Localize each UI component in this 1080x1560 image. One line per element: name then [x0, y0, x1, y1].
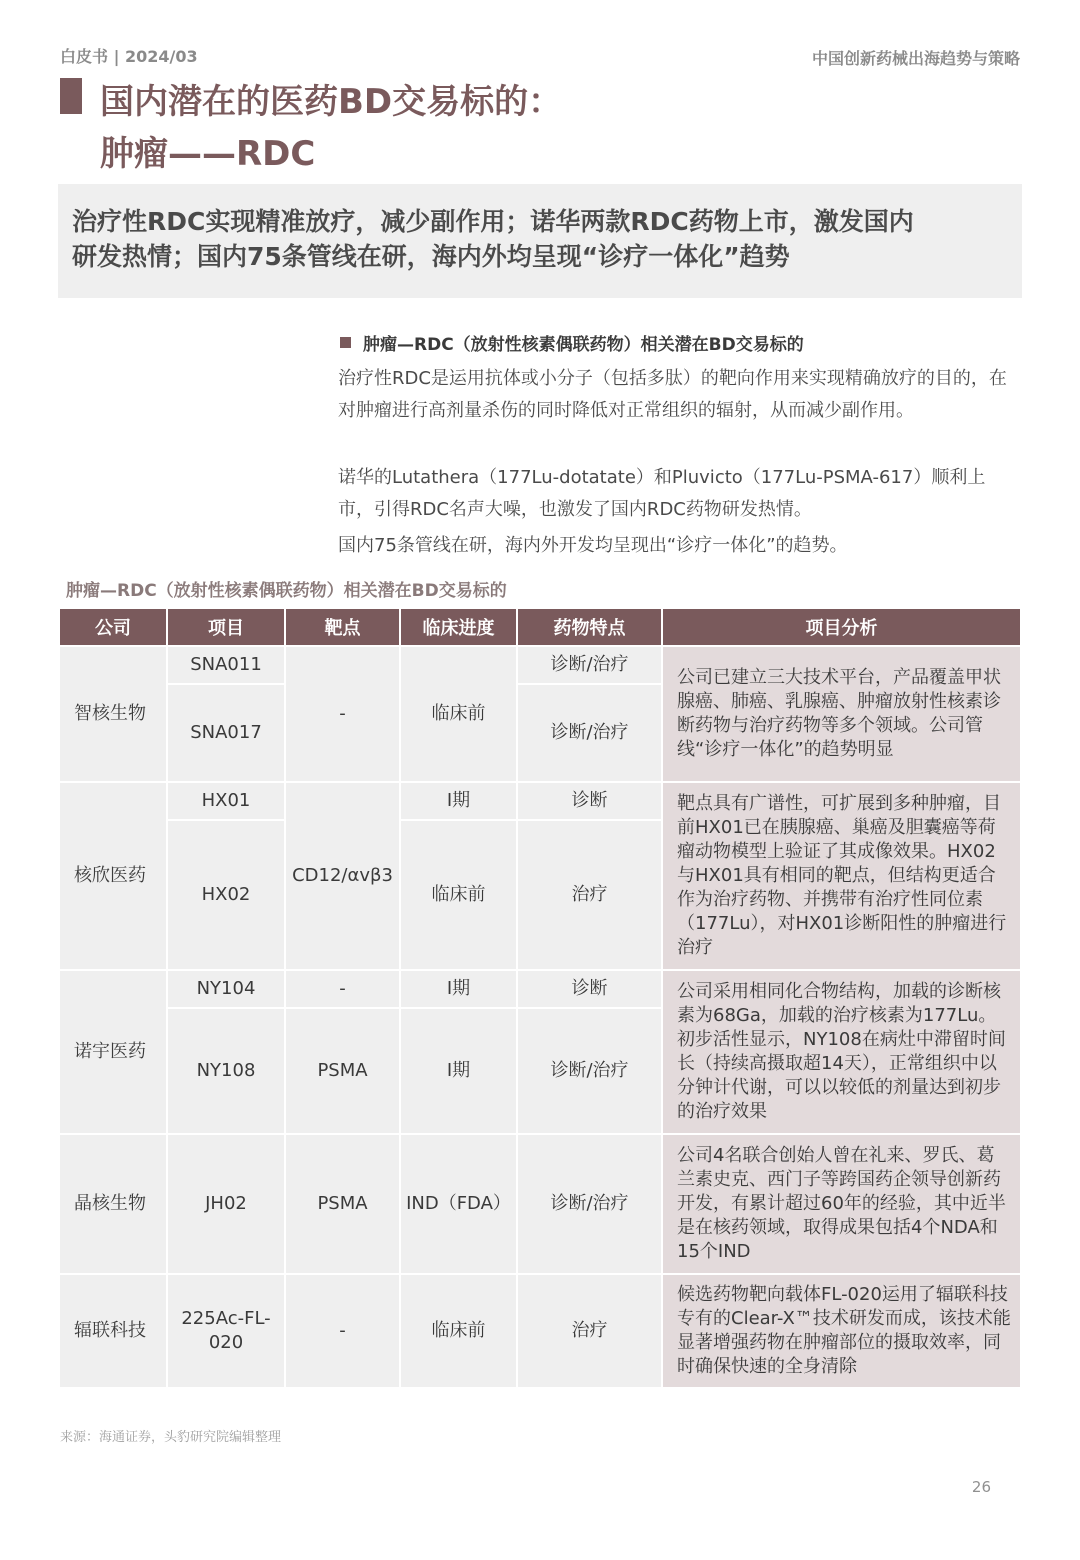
feature-cell: 诊断/治疗: [517, 1008, 662, 1134]
project-cell: 225Ac-FL-020: [167, 1274, 285, 1388]
feature-cell: 治疗: [517, 820, 662, 970]
target-cell: -: [285, 1274, 400, 1388]
phase-cell: 临床前: [400, 646, 517, 782]
summary-line-2: 研发热情；国内75条管线在研，海内外均呈现“诊疗一体化”趋势: [72, 242, 790, 271]
phase-cell: I期: [400, 1008, 517, 1134]
header-company: 公司: [59, 608, 167, 646]
phase-cell: IND（FDA）: [400, 1134, 517, 1274]
company-cell: 晶核生物: [59, 1134, 167, 1274]
target-cell: -: [285, 970, 400, 1008]
feature-cell: 诊断/治疗: [517, 646, 662, 684]
table-row: [59, 970, 1021, 1008]
target-cell: PSMA: [285, 1008, 400, 1134]
feature-cell: 诊断/治疗: [517, 684, 662, 782]
header-target: 靶点: [285, 608, 400, 646]
analysis-cell: 靶点具有广谱性，可扩展到多种肿瘤，目前HX01已在胰腺癌、巢癌及胆囊癌等荷瘤动物模型上验证了其成像效果。HX02与HX01具有相同的靶点，但结构更适合作为治疗药物、并携带有治疗性同位素（177Lu），对HX01诊断阳性的肿瘤进行治疗: [662, 782, 1021, 970]
feature-cell: 诊断: [517, 970, 662, 1008]
project-cell: SNA017: [167, 684, 285, 782]
project-cell: NY108: [167, 1008, 285, 1134]
analysis-cell: 公司采用相同化合物结构，加载的诊断核素为68Ga，加载的治疗核素为177Lu。初步活性显示，NY108在病灶中滞留时间长（持续高摄取超14天），正常组织中以分钟计代谢，可以以较低的剂量达到初步的治疗效果: [662, 970, 1021, 1134]
summary-line-1: 治疗性RDC实现精准放疗，减少副作用；诺华两款RDC药物上市，激发国内: [72, 207, 914, 236]
company-cell: 核欣医药: [59, 782, 167, 970]
feature-cell: 诊断: [517, 782, 662, 820]
phase-cell: I期: [400, 970, 517, 1008]
table-row: [59, 782, 1021, 820]
header-left: 白皮书 | 2024/03: [60, 47, 198, 66]
page-title: 国内潜在的医药BD交易标的：: [100, 82, 563, 122]
analysis-cell: 公司已建立三大技术平台，产品覆盖甲状腺癌、肺癌、乳腺癌、肿瘤放射性核素诊断药物与治疗药物等多个领域。公司管线“诊疗一体化”的趋势明显: [662, 646, 1021, 782]
project-cell: HX02: [167, 820, 285, 970]
target-cell: -: [285, 646, 400, 782]
analysis-cell: 候选药物靶向载体FL-020运用了辐联科技专有的Clear-X™技术研发而成，该技术能显著增强药物在肿瘤部位的摄取效率，同时确保快速的全身清除: [662, 1274, 1021, 1388]
project-cell: HX01: [167, 782, 285, 820]
bd-targets-table: [58, 607, 1022, 1389]
header-analysis: 项目分析: [662, 608, 1021, 646]
paragraph-2: 诺华的Lutathera（177Lu-dotatate）和Pluvicto（177Lu-PSMA-617）顺利上市，引得RDC名声大噪，也激发了国内RDC药物研发热情。: [338, 467, 986, 520]
header-phase: 临床进度: [400, 608, 517, 646]
feature-cell: 治疗: [517, 1274, 662, 1388]
company-cell: 智核生物: [59, 646, 167, 782]
section-heading: [340, 330, 804, 355]
page-number: 26: [971, 1478, 991, 1496]
company-cell: 辐联科技: [59, 1274, 167, 1388]
phase-cell: I期: [400, 782, 517, 820]
page-subtitle: 肿瘤——RDC: [100, 134, 316, 174]
project-cell: JH02: [167, 1134, 285, 1274]
project-cell: NY104: [167, 970, 285, 1008]
table-row: [59, 1274, 1021, 1388]
feature-cell: 诊断/治疗: [517, 1134, 662, 1274]
company-cell: 诺宇医药: [59, 970, 167, 1134]
header-feature: 药物特点: [517, 608, 662, 646]
analysis-cell: 公司4名联合创始人曾在礼来、罗氏、葛兰素史克、西门子等跨国药企领导创新药开发，有累计超过60年的经验，其中近半是在核药领域，取得成果包括4个NDA和15个IND: [662, 1134, 1021, 1274]
section-heading-text: 肿瘤—RDC（放射性核素偶联药物）相关潜在BD交易标的: [363, 335, 804, 355]
table-row: [59, 1134, 1021, 1274]
title-accent-bar: [60, 78, 82, 114]
source-note: 来源：海通证券，头豹研究院编辑整理: [60, 1430, 282, 1445]
paragraph-3: 国内75条管线在研，海内外开发均呈现出“诊疗一体化”的趋势。: [338, 535, 848, 556]
table-caption: 肿瘤—RDC（放射性核素偶联药物）相关潜在BD交易标的: [66, 581, 507, 601]
header-project: 项目: [167, 608, 285, 646]
paragraph-1: 治疗性RDC是运用抗体或小分子（包括多肽）的靶向作用来实现精确放疗的目的，在对肿瘤进行高剂量杀伤的同时降低对正常组织的辐射，从而减少副作用。: [338, 368, 1007, 421]
target-cell: PSMA: [285, 1134, 400, 1274]
phase-cell: 临床前: [400, 1274, 517, 1388]
summary-box: [58, 184, 1022, 298]
phase-cell: 临床前: [400, 820, 517, 970]
table-row: [59, 646, 1021, 684]
table-header-row: [59, 608, 1021, 646]
square-bullet-icon: [340, 337, 351, 348]
project-cell: SNA011: [167, 646, 285, 684]
header-right: 中国创新药械出海趋势与策略: [811, 49, 1020, 68]
target-cell: CD12/αvβ3: [285, 782, 400, 970]
